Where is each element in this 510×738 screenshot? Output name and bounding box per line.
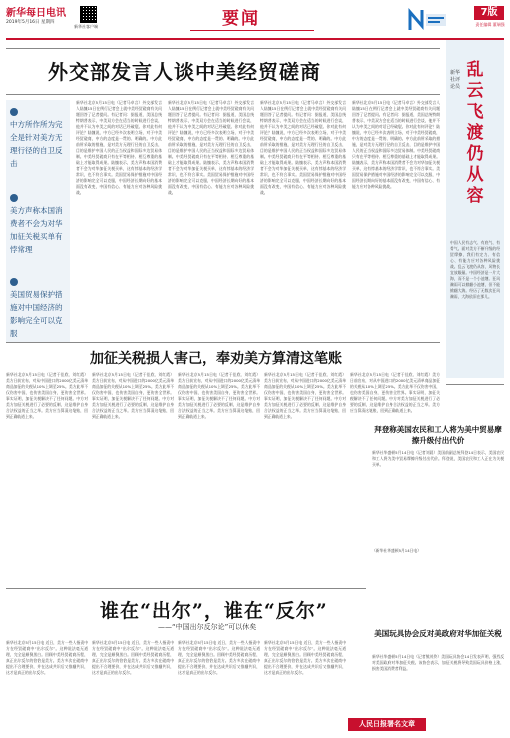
lead-body-col3: 新华社北京5月15日电（记者马卓言）外交部发言人陆慷15日在例行记者会上就中美经贸磋商有关问题回答了记者提问。有记者问：据报道，美国总统特朗普表示，中美双方会在适当的时候进行会谈，他并不认为中美之间的对话已经破裂。你对此有何评论？陆慷说，中方已经多次表明立场，对于中美经贸磋商，中方的态度是一贯的、明确的。中方此前所采取的措施，是对美方无理行径的自卫反击，目的是维护中国人民的正当权益和国际多边贸易体制。中美经贸磋商只有在平等相待、相互尊重的基础上才能取得成果。陆慷表示，美方声称本国消费者不会为对华加征关税买单，这有悖基本的经济学常识，也不符合事实。美国贸易保护措施对中国经济的影响完全可以克服，中国经济长期向好的基本面没有改变，中国有信心、有能力应对各种风险挑战。	[260, 100, 346, 195]
footer-label: 人民日报署名文章	[348, 718, 426, 731]
page-number-badge: 7版	[474, 6, 504, 20]
bullet-icon	[10, 194, 18, 202]
sidebar-item: 美方声称本国消费者不会为对华加征关税买单有悖常理	[10, 206, 63, 254]
news-logo-icon	[408, 8, 448, 32]
news-body-2: 新华社华盛顿5月14日电（记者熊茂伶）美国玩具协会14日发表声明，强烈反对美国政府对华加征关税。该协会表示，加征关税将导致美国玩具价格上涨，损害美国消费者利益。	[372, 654, 504, 671]
news-body-1: 新华社华盛顿5月14日电（记者刘晨）美国前副总统拜登14日表示，美国农民和工人将为美中贸易摩擦升级付出代价。拜登说，美国农民和工人正在为关税买单。	[372, 450, 504, 467]
second-body-col5: 新华社北京5月15日电（记者于佳欣、刘红霞）美方日前宣布，对从中国进口的2000亿美元清单商品加征的关税从10%上调至25%。美方此举不仅伤害中国，也伤害美国自身，更伤害全世界。事实证明，加征关税解决不了任何问题。中方对美方加征关税进行了必要的反制，这是维护自身合法权益的正当之举。美方应当算清这笔账，回到正确轨道上来。	[350, 372, 440, 413]
third-subheadline: ——“中国出尔反尔论”可以休矣	[158, 623, 257, 631]
third-body-col4: 新华社北京5月15日电 近日，美方一些人指责中方在经贸磋商中“出尔反尔”。这种说法毫无道理，完全是颠倒黑白。回顾中美经贸磋商历程，真正出尔反尔的恰恰是美方。美方多次在磋商中提出不合理要价，并在达成共识后又推翻共识，这才是真正的出尔反尔。	[264, 640, 346, 675]
divider	[6, 342, 440, 343]
qr-caption: 新华社客户端	[74, 24, 98, 29]
section-title: 要闻	[222, 9, 260, 29]
lead-body-col1: 新华社北京5月15日电（记者马卓言）外交部发言人陆慷15日在例行记者会上就中美经贸磋商有关问题回答了记者提问。有记者问：据报道，美国总统特朗普表示，中美双方会在适当的时候进行会谈，他并不认为中美之间的对话已经破裂。你对此有何评论？陆慷说，中方已经多次表明立场，对于中美经贸磋商，中方的态度是一贯的、明确的。中方此前所采取的措施，是对美方无理行径的自卫反击，目的是维护中国人民的正当权益和国际多边贸易体制。中美经贸磋商只有在平等相待、相互尊重的基础上才能取得成果。陆慷表示，美方声称本国消费者不会为对华加征关税买单，这有悖基本的经济学常识，也不符合事实。美国贸易保护措施对中国经济的影响完全可以克服，中国经济长期向好的基本面没有改变，中国有信心、有能力应对各种风险挑战。	[76, 100, 162, 195]
news-headline-2: 美国玩具协会反对美政府对华加征关税	[374, 629, 502, 638]
third-headline: 谁在“出尔”，谁在“反尔”	[100, 600, 328, 622]
lead-body-col4: 新华社北京5月15日电（记者马卓言）外交部发言人陆慷15日在例行记者会上就中美经贸磋商有关问题回答了记者提问。有记者问：据报道，美国总统特朗普表示，中美双方会在适当的时候进行会谈，他并不认为中美之间的对话已经破裂。你对此有何评论？陆慷说，中方已经多次表明立场，对于中美经贸磋商，中方的态度是一贯的、明确的。中方此前所采取的措施，是对美方无理行径的自卫反击，目的是维护中国人民的正当权益和国际多边贸易体制。中美经贸磋商只有在平等相待、相互尊重的基础上才能取得成果。陆慷表示，美方声称本国消费者不会为对华加征关税买单，这有悖基本的经济学常识，也不符合事实。美国贸易保护措施对中国经济的影响完全可以克服，中国经济长期向好的基本面没有改变，中国有信心、有能力应对各种风险挑战。	[352, 100, 440, 189]
lead-sidebar	[6, 100, 70, 342]
third-body-col1: 新华社北京5月15日电 近日，美方一些人指责中方在经贸磋商中“出尔反尔”。这种说法毫无道理，完全是颠倒黑白。回顾中美经贸磋商历程，真正出尔反尔的恰恰是美方。美方多次在磋商中提出不合理要价，并在达成共识后又推翻共识，这才是真正的出尔反尔。	[6, 640, 88, 675]
news-dateline-1: （新华社华盛顿5月14日电）	[372, 548, 422, 553]
section-underline	[190, 30, 314, 31]
divider	[6, 48, 440, 49]
news-headline-1: 拜登称美国农民和工人将为美中贸易摩擦升级付出代价	[374, 425, 502, 445]
divider	[446, 384, 504, 385]
second-body-col2: 新华社北京5月15日电（记者于佳欣、刘红霞）美方日前宣布，对从中国进口的2000亿美元清单商品加征的关税从10%上调至25%。美方此举不仅伤害中国，也伤害美国自身，更伤害全世界。事实证明，加征关税解决不了任何问题。中方对美方加征关税进行了必要的反制，这是维护自身合法权益的正当之举。美方应当算清这笔账，回到正确轨道上来。	[92, 372, 174, 419]
paper-name: 新华每日电讯	[6, 8, 66, 19]
date-line: 2019年5月16日 星期四	[6, 20, 55, 25]
second-headline: 加征关税损人害己，奉劝美方算清这笔账	[90, 351, 342, 367]
commentary-byline: 新华社评论员	[450, 70, 461, 90]
second-body-col3: 新华社北京5月15日电（记者于佳欣、刘红霞）美方日前宣布，对从中国进口的2000亿美元清单商品加征的关税从10%上调至25%。美方此举不仅伤害中国，也伤害美国自身，更伤害全世界。事实证明，加征关税解决不了任何问题。中方对美方加征关税进行了必要的反制，这是维护自身合法权益的正当之举。美方应当算清这笔账，回到正确轨道上来。	[178, 372, 260, 419]
commentary-column	[446, 40, 504, 378]
second-body-col4: 新华社北京5月15日电（记者于佳欣、刘红霞）美方日前宣布，对从中国进口的2000亿美元清单商品加征的关税从10%上调至25%。美方此举不仅伤害中国，也伤害美国自身，更伤害全世界。事实证明，加征关税解决不了任何问题。中方对美方加征关税进行了必要的反制，这是维护自身合法权益的正当之举。美方应当算清这笔账，回到正确轨道上来。	[264, 372, 346, 419]
commentary-body: 中国人民有志气、有底气、有骨气。面对美方不断升级的经贸摩擦，我们有定力、有信心、有能力应对各种风险挑战。乱云飞渡仍从容，风物长宜放眼量。中国经济是一片大海，而不是一个小池塘。狂风骤雨可以掀翻小池塘，但不能掀翻大海。经历了无数次狂风骤雨，大海依旧在那儿。	[450, 240, 500, 299]
commentary-title: 乱云飞渡仍从容	[466, 60, 484, 206]
qr-code-icon	[80, 6, 97, 23]
divider	[6, 94, 440, 95]
lead-headline: 外交部发言人谈中美经贸磋商	[48, 60, 321, 84]
sidebar-item: 美国贸易保护措施对中国经济的影响完全可以克服	[10, 290, 63, 338]
bullet-icon	[10, 108, 18, 116]
bullet-icon	[10, 278, 18, 286]
masthead-rule	[6, 38, 504, 40]
sidebar-item: 中方所作所为完全是针对美方无理行径的自卫反击	[10, 120, 63, 168]
divider	[6, 588, 366, 589]
second-body-col1: 新华社北京5月15日电（记者于佳欣、刘红霞）美方日前宣布，对从中国进口的2000亿美元清单商品加征的关税从10%上调至25%。美方此举不仅伤害中国，也伤害美国自身，更伤害全世界。事实证明，加征关税解决不了任何问题。中方对美方加征关税进行了必要的反制，这是维护自身合法权益的正当之举。美方应当算清这笔账，回到正确轨道上来。	[6, 372, 88, 419]
lead-body-col2: 新华社北京5月15日电（记者马卓言）外交部发言人陆慷15日在例行记者会上就中美经贸磋商有关问题回答了记者提问。有记者问：据报道，美国总统特朗普表示，中美双方会在适当的时候进行会谈，他并不认为中美之间的对话已经破裂。你对此有何评论？陆慷说，中方已经多次表明立场，对于中美经贸磋商，中方的态度是一贯的、明确的。中方此前所采取的措施，是对美方无理行径的自卫反击，目的是维护中国人民的正当权益和国际多边贸易体制。中美经贸磋商只有在平等相待、相互尊重的基础上才能取得成果。陆慷表示，美方声称本国消费者不会为对华加征关税买单，这有悖基本的经济学常识，也不符合事实。美国贸易保护措施对中国经济的影响完全可以克服，中国经济长期向好的基本面没有改变，中国有信心、有能力应对各种风险挑战。	[168, 100, 254, 195]
third-body-col3: 新华社北京5月15日电 近日，美方一些人指责中方在经贸磋商中“出尔反尔”。这种说法毫无道理，完全是颠倒黑白。回顾中美经贸磋商历程，真正出尔反尔的恰恰是美方。美方多次在磋商中提出不合理要价，并在达成共识后又推翻共识，这才是真正的出尔反尔。	[178, 640, 260, 675]
page-meta: 责任编辑 董瑞强	[475, 22, 505, 27]
third-body-col2: 新华社北京5月15日电 近日，美方一些人指责中方在经贸磋商中“出尔反尔”。这种说法毫无道理，完全是颠倒黑白。回顾中美经贸磋商历程，真正出尔反尔的恰恰是美方。美方多次在磋商中提出不合理要价，并在达成共识后又推翻共识，这才是真正的出尔反尔。	[92, 640, 174, 675]
